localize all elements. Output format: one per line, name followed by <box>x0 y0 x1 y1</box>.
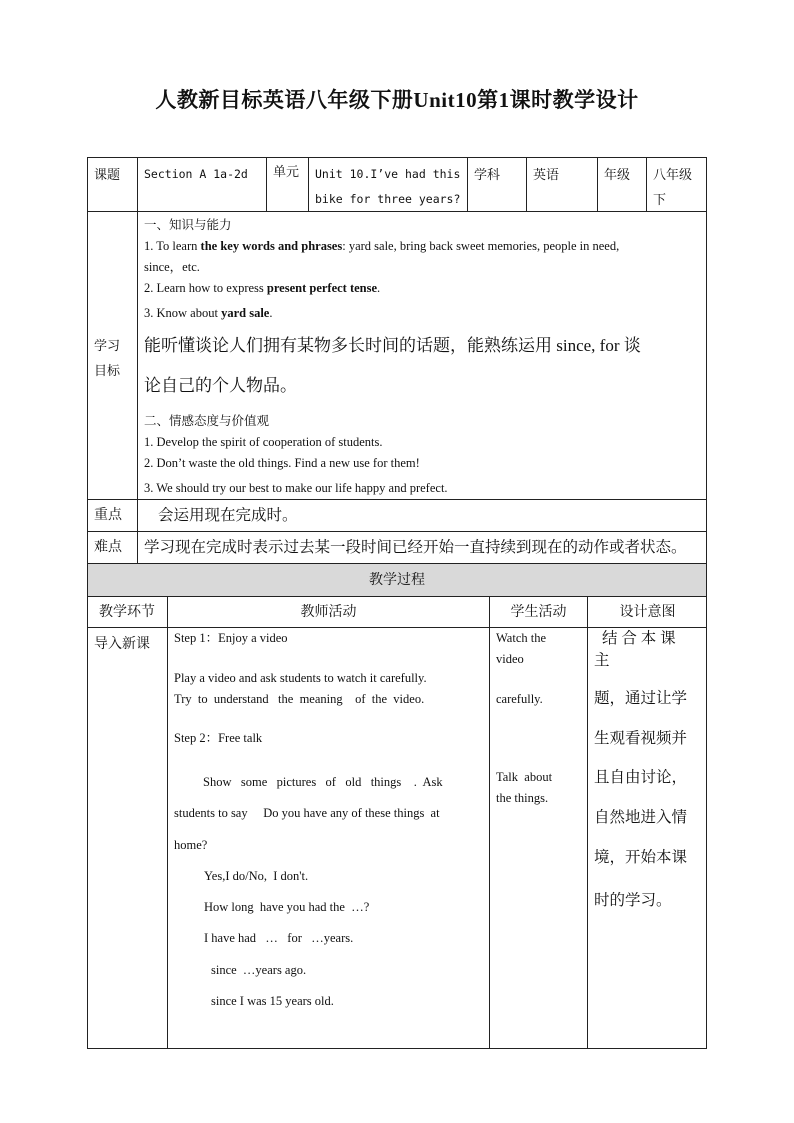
rule <box>87 531 707 532</box>
goals-big-line1: 能听懂谈论人们拥有某物多长时间的话题，能熟练运用 since, for 谈 <box>144 336 641 355</box>
difficulty-label: 难点 <box>94 540 122 555</box>
process-heading: 教学过程 <box>369 573 425 588</box>
intent-i6: 自然地进入情 <box>594 809 688 826</box>
goals-item1-bold: the key words and phrases <box>200 239 343 253</box>
col-intent-header: 设计意图 <box>619 605 676 620</box>
teacher-p3: Show some pictures of old things . Ask <box>203 775 443 789</box>
goals-item2-prefix: 2. Learn how to express <box>144 281 267 295</box>
teacher-p10: since I was 15 years old. <box>211 994 334 1008</box>
intent-i4: 生观看视频并 <box>594 730 688 747</box>
goals-section2-heading: 二、情感态度与价值观 <box>144 414 270 428</box>
key-point-label: 重点 <box>94 508 122 523</box>
goals-item2-bold: present perfect tense <box>266 281 378 295</box>
student-s4: Talk about <box>496 770 553 784</box>
goals-label: 学习目标 <box>94 338 121 378</box>
intent-i1: 结 合 本 课 <box>602 630 676 647</box>
difficulty-value: 学习现在完成时表示过去某一段时间已经开始一直持续到现在的动作或者状态。 <box>144 539 687 556</box>
goals-value1: 1. Develop the spirit of cooperation of students. <box>144 435 383 449</box>
col-student-header: 学生活动 <box>510 605 567 620</box>
goals-value2: 2. Don’t waste the old things. Find a new use for them! <box>144 456 420 470</box>
rule <box>87 499 707 500</box>
teacher-p7: How long have you had the …? <box>204 900 370 914</box>
goals-item1-rest: : yard sale, bring back sweet memories, people in need, <box>342 239 620 253</box>
subject-label: 学科 <box>474 167 501 182</box>
intent-i3: 题，通过让学 <box>594 690 688 707</box>
key-point-value: 会运用现在完成时。 <box>158 507 298 524</box>
goals-item3-end: . <box>269 306 273 320</box>
student-s3: carefully. <box>496 692 543 706</box>
goals-item3-prefix: 3. Know about <box>144 306 222 320</box>
unit-value: Unit 10.I’ve had this bike for three years? <box>315 167 461 206</box>
goals-item3 <box>138 303 707 324</box>
teacher-p1: Play a video and ask students to watch it carefully. <box>174 671 427 685</box>
goals-value3: 3. We should try our best to make our life happy and prefect. <box>144 481 448 495</box>
goals-item1-prefix: 1. To learn <box>144 239 201 253</box>
subject-value: 英语 <box>533 167 560 182</box>
unit-label: 单元 <box>273 164 300 179</box>
topic-label: 课题 <box>94 167 121 182</box>
teacher-p5: home? <box>174 838 208 852</box>
student-s2: video <box>496 652 524 666</box>
student-s5: the things. <box>496 791 549 805</box>
grade-value: 八年级下 <box>653 167 693 207</box>
teacher-step2: Step 2：Free talk <box>174 731 263 745</box>
goals-section1-heading: 一、知识与能力 <box>144 218 232 232</box>
teacher-p2: Try to understand the meaning of the video. <box>174 692 425 706</box>
teacher-p6: Yes,I do/No, I don't. <box>204 869 309 883</box>
topic-value: Section A 1a-2d <box>144 167 248 181</box>
goals-item2 <box>138 278 707 299</box>
document-title: 人教新目标英语八年级下册Unit10第1课时教学设计 <box>155 88 639 112</box>
stage-intro: 导入新课 <box>94 637 150 652</box>
goals-item1-cont: since，etc. <box>144 260 200 274</box>
intent-i8: 时的学习。 <box>594 892 672 909</box>
intent-i7: 境，开始本课 <box>594 849 688 866</box>
col-teacher-header: 教师活动 <box>300 605 357 620</box>
teacher-p8: I have had … for …years. <box>204 931 354 945</box>
teacher-p9: since …years ago. <box>211 963 307 977</box>
goals-item3-bold: yard sale <box>221 306 270 320</box>
intent-i2: 主 <box>594 652 610 669</box>
teacher-p4: students to say Do you have any of these things at <box>174 806 440 820</box>
teacher-step1: Step 1：Enjoy a video <box>174 631 288 645</box>
col-stage-header: 教学环节 <box>99 605 155 620</box>
goals-item2-end: . <box>377 281 381 295</box>
goals-big-line2: 论自己的个人物品。 <box>144 376 297 395</box>
intent-i5: 且自由讨论， <box>594 769 688 786</box>
grade-label: 年级 <box>604 167 631 182</box>
student-s1: Watch the <box>496 631 547 645</box>
goals-item1 <box>138 236 707 257</box>
